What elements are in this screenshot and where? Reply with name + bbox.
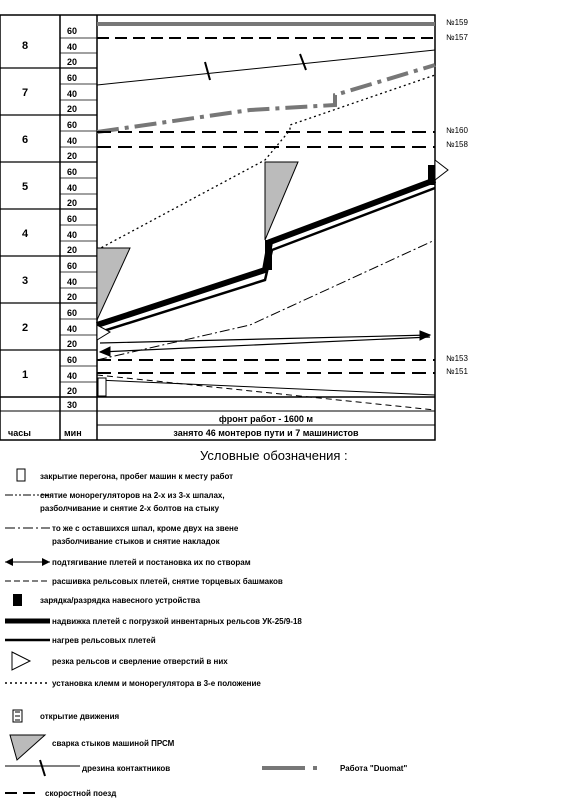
legend-item: надвижка плетей с погрузкой инвентарных рельсов УК-25/9-18 xyxy=(52,617,302,626)
signal-label: №159 xyxy=(446,18,468,27)
minute-label: 40 xyxy=(67,230,78,240)
signal-label: №157 xyxy=(446,33,468,42)
hour-labels xyxy=(22,40,29,381)
minute-label: 40 xyxy=(67,42,78,52)
signal-label: №153 xyxy=(446,354,468,363)
legend-item: установка клемм и монорегулятора в 3-е положение xyxy=(52,679,261,688)
minute-label: 40 xyxy=(67,371,78,381)
arrow-left-icon xyxy=(5,558,13,566)
hour-label: 5 xyxy=(22,181,29,193)
minute-label: 20 xyxy=(67,151,78,161)
minute-label: 40 xyxy=(67,324,78,334)
hour-label: 8 xyxy=(22,40,29,52)
legend xyxy=(5,469,407,798)
signal-labels xyxy=(446,18,468,376)
legend-item: сварка стыков машиной ПРСМ xyxy=(52,739,175,748)
minute-label: 60 xyxy=(67,120,78,130)
schedule-grid xyxy=(0,15,435,440)
front-label: фронт работ - 1600 м xyxy=(218,414,314,424)
legend-item: дрезина контактников xyxy=(82,764,171,773)
minute-label: 30 xyxy=(67,400,78,410)
hour-label: 4 xyxy=(22,228,29,240)
minute-label: 60 xyxy=(67,26,78,36)
legend-item: нагрев рельсовых плетей xyxy=(52,636,156,645)
legend-item: подтягивание плетей и постановка их по створам xyxy=(52,558,251,567)
legend-item: открытие движения xyxy=(40,712,120,721)
hour-label: 3 xyxy=(22,275,29,287)
minute-label: 20 xyxy=(67,292,78,302)
minute-label: 20 xyxy=(67,104,78,114)
minute-label: 60 xyxy=(67,355,78,365)
legend-item: расшивка рельсовых плетей, снятие торцевых башмаков xyxy=(52,577,283,586)
minute-label: 20 xyxy=(67,386,78,396)
signal-label: №151 xyxy=(446,367,468,376)
legend-item: Работа "Duomat" xyxy=(340,764,408,773)
legend-item: закрытие перегона, пробег машин к месту работ xyxy=(40,472,234,481)
legend-item: снятие монорегуляторов на 2-х из 3-х шпалах, xyxy=(40,491,225,500)
minute-label: 40 xyxy=(67,89,78,99)
legend-item: скоростной поезд xyxy=(45,789,117,798)
hour-label: 6 xyxy=(22,134,29,146)
minute-label: 40 xyxy=(67,136,78,146)
arrow-right-icon xyxy=(42,558,50,566)
minute-label: 60 xyxy=(67,308,78,318)
minute-label: 60 xyxy=(67,167,78,177)
legend-item: зарядка/разрядка навесного устройства xyxy=(40,596,201,605)
minute-label: 20 xyxy=(67,198,78,208)
welding-legend-icon xyxy=(10,735,45,760)
signal-label: №160 xyxy=(446,126,468,135)
signal-label: №158 xyxy=(446,140,468,149)
hour-label: 1 xyxy=(22,369,29,381)
charge-legend-icon xyxy=(13,594,22,606)
minute-labels xyxy=(67,26,77,410)
minute-label: 60 xyxy=(67,261,78,271)
legend-item: то же с оставшихся шпал, кроме двух на звене xyxy=(52,524,239,533)
hour-label: 2 xyxy=(22,322,29,334)
minute-label: 40 xyxy=(67,183,78,193)
minute-label: 40 xyxy=(67,277,78,287)
minute-label: 20 xyxy=(67,57,78,67)
hours-column-header: часы xyxy=(8,428,31,438)
minute-label: 20 xyxy=(67,339,78,349)
legend-item: разболчивание и снятие 2-х болтов на стыку xyxy=(40,504,220,513)
closure-marker xyxy=(98,378,106,396)
minute-label: 20 xyxy=(67,245,78,255)
hour-label: 7 xyxy=(22,87,29,99)
crew-label: занято 46 монтеров пути и 7 машинистов xyxy=(173,428,359,438)
cutting-legend-icon xyxy=(12,652,30,670)
minute-label: 60 xyxy=(67,73,78,83)
minute-label: 60 xyxy=(67,214,78,224)
closure-legend-icon xyxy=(17,469,25,481)
legend-title: Условные обозначения : xyxy=(200,448,348,463)
legend-item: разболчивание стыков и снятие накладок xyxy=(52,537,220,546)
legend-item: резка рельсов и сверление отверстий в них xyxy=(52,657,228,666)
minutes-column-header: мин xyxy=(64,428,82,438)
